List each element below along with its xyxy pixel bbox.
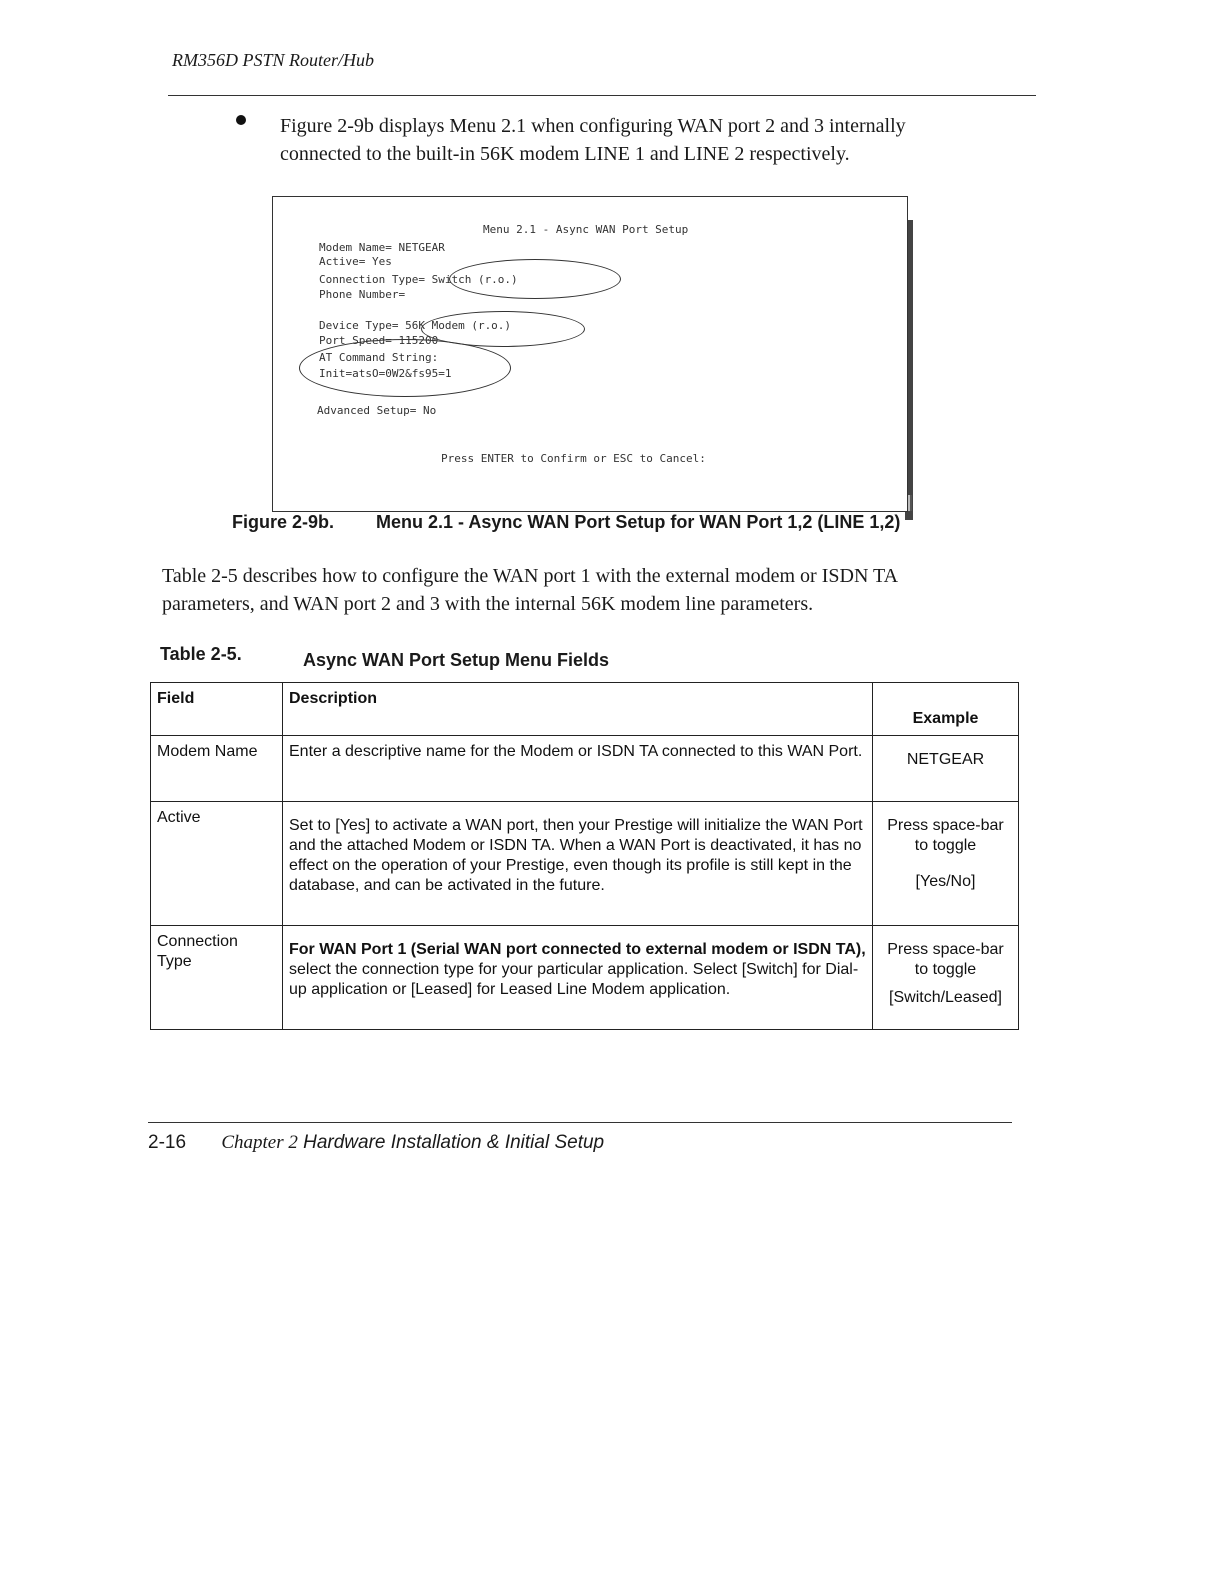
chapter-title: Hardware Installation & Initial Setup bbox=[303, 1132, 605, 1153]
header-example: Example bbox=[873, 683, 1019, 736]
field-cell: Connection Type bbox=[151, 926, 283, 1030]
figure-title: Menu 2.1 - Async WAN Port Setup for WAN Port 1,2 (LINE 1,2) bbox=[376, 512, 901, 532]
screen-prompt: Press ENTER to Confirm or ESC to Cancel: bbox=[441, 452, 706, 465]
screen-modem-name: Modem Name= NETGEAR bbox=[319, 241, 445, 254]
table-caption bbox=[160, 644, 760, 670]
chapter-label: Chapter 2 bbox=[221, 1132, 298, 1153]
fields-table bbox=[150, 682, 1019, 1030]
footer-rule bbox=[148, 1122, 1012, 1123]
screen-connection-type: Connection Type= Switch (r.o.) bbox=[319, 273, 518, 286]
field-cell: Active bbox=[151, 802, 283, 926]
description-cell: Set to [Yes] to activate a WAN port, then your Prestige will initialize the WAN Port and the attached Modem or ISDN TA. When a WAN Port is deactivated, it has no effect on the operation of your Prestige, even though its profile is still kept in the database, and can be activated in the future. bbox=[283, 802, 873, 926]
description-cell bbox=[283, 926, 873, 1030]
intro-paragraph: Table 2-5 describes how to configure the WAN port 1 with the external modem or ISDN TA parameters, and WAN port 2 and 3 with the internal 56K modem line parameters. bbox=[162, 565, 897, 615]
screen-title: Menu 2.1 - Async WAN Port Setup bbox=[483, 223, 689, 236]
example-cell bbox=[873, 926, 1019, 1030]
example-options: [Switch/Leased] bbox=[889, 989, 1002, 1006]
table-header-row bbox=[151, 683, 1019, 736]
example-text: NETGEAR bbox=[906, 751, 985, 768]
table-row bbox=[151, 802, 1019, 926]
example-cell bbox=[873, 736, 1019, 802]
terminal-screen bbox=[272, 196, 908, 512]
running-header: RM356D PSTN Router/Hub bbox=[172, 50, 374, 70]
header-description: Description bbox=[283, 683, 873, 736]
highlight-oval bbox=[299, 339, 511, 397]
header-rule bbox=[168, 95, 1036, 96]
screen-advanced-setup: Advanced Setup= No bbox=[317, 404, 437, 417]
page-number: 2-16 bbox=[148, 1132, 187, 1153]
table-row bbox=[151, 926, 1019, 1030]
table-title: Async WAN Port Setup Menu Fields bbox=[303, 650, 610, 670]
description-cell: Enter a descriptive name for the Modem or ISDN TA connected to this WAN Port. bbox=[283, 736, 873, 802]
table-row bbox=[151, 736, 1019, 802]
header-field: Field bbox=[151, 683, 283, 736]
field-cell: Modem Name bbox=[151, 736, 283, 802]
description-bold: For WAN Port 1 (Serial WAN port connected to external modem or ISDN TA), bbox=[289, 941, 866, 958]
bullet-text: Figure 2-9b displays Menu 2.1 when configuring WAN port 2 and 3 internally connected to the built-in 56K modem LINE 1 and LINE 2 respectively. bbox=[280, 115, 906, 165]
screen-init-string: Init=atsO=0W2&fs95=1 bbox=[319, 367, 452, 380]
page-footer bbox=[148, 1132, 604, 1154]
screen-phone-number: Phone Number= bbox=[319, 288, 406, 301]
screen-at-command: AT Command String: bbox=[319, 351, 439, 364]
example-options: [Yes/No] bbox=[915, 873, 976, 890]
figure-caption bbox=[232, 512, 972, 533]
figure-number: Figure 2-9b. bbox=[232, 512, 335, 532]
screen-port-speed: Port Speed= 115200 bbox=[319, 334, 439, 347]
bullet-dot bbox=[236, 115, 246, 125]
highlight-oval bbox=[449, 259, 621, 299]
screen-active: Active= Yes bbox=[319, 255, 392, 268]
table-number: Table 2-5. bbox=[160, 644, 242, 664]
screen-device-type: Device Type= 56K Modem (r.o.) bbox=[319, 319, 512, 332]
example-text: Press space-bar to toggle bbox=[887, 817, 1004, 854]
example-cell bbox=[873, 802, 1019, 926]
description-text: select the connection type for your particular application. Select [Switch] for Dial-up application or [Leased] for Leased Line Modem application. bbox=[289, 961, 859, 998]
example-text: Press space-bar to toggle bbox=[887, 941, 1004, 978]
